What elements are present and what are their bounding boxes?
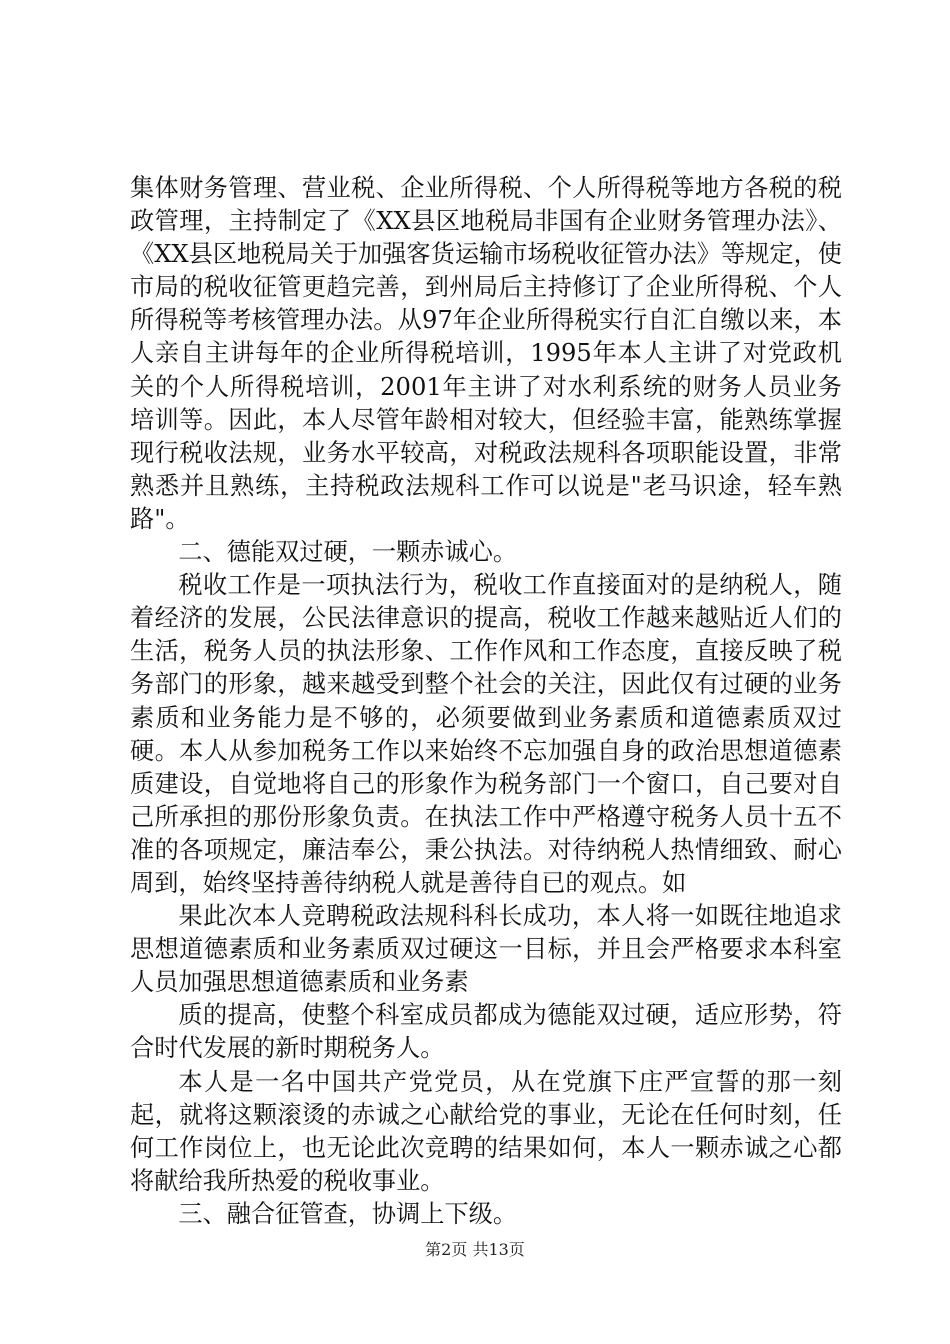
- paragraph-6: 本人是一名中国共产党党员，从在党旗下庄严宣誓的那一刻起，就将这颗滚烫的赤诚之心献给党的事业，无论在任何时刻，任何工作岗位上，也无论此次竞聘的结果如何，本人一颗赤诚之心都将献给我所热爱的税收事业。: [130, 1067, 842, 1195]
- section-heading-3: 三、融合征管查，协调上下级。: [178, 1199, 518, 1228]
- document-body: [130, 172, 842, 1231]
- page-footer: 第2页 共13页: [425, 1240, 525, 1259]
- paragraph-3: 税收工作是一项执法行为，税收工作直接面对的是纳税人，随着经济的发展，公民法律意识的提高，税收工作越来越贴近人们的生活，税务人员的执法形象、工作作风和工作态度，直接反映了税务部门的形象，越来越受到整个社会的关注，因此仅有过硬的业务素质和业务能力是不够的，必须要做到业务素质和道德素质双过硬。本人从参加税务工作以来始终不忘加强自身的政治思想道德素质建设，自觉地将自己的形象作为税务部门一个窗口，自己要对自己所承担的那份形象负责。在执法工作中严格遵守税务人员十五不准的各项规定，廉洁奉公，秉公执法。对待纳税人热情细致、耐心周到，始终坚持善待纳税人就是善待自已的观点。如: [130, 571, 842, 897]
- section-heading-2: 二、德能双过硬，一颗赤诚心。: [178, 538, 518, 567]
- paragraph-1: 集体财务管理、营业税、企业所得税、个人所得税等地方各税的税政管理，主持制定了《XX县区地税局非国有企业财务管理办法》、《XX县区地税局关于加强客货运输市场税收征管办法》等规定，使市局的税收征管更趋完善，到州局后主持修订了企业所得税、个人所得税等考核管理办法。从97年企业所得税实行自汇自缴以来，本人亲自主讲每年的企业所得税培训，1995年本人主讲了对党政机关的个人所得税培训，2001年主讲了对水利系统的财务人员业务培训等。因此，本人尽管年龄相对较大，但经验丰富，能熟练掌握现行税收法规，业务水平较高，对税政法规科各项职能设置，非常熟悉并且熟练，主持税政法规科工作可以说是"老马识途，轻车熟路"。: [130, 174, 842, 533]
- paragraph-4: 果此次本人竞聘税政法规科科长成功，本人将一如既往地追求思想道德素质和业务素质双过硬这一目标，并且会严格要求本科室人员加强思想道德素质和业务素: [130, 902, 842, 997]
- paragraph-5: 质的提高，使整个科室成员都成为德能双过硬，适应形势，符合时代发展的新时期税务人。: [130, 1001, 842, 1063]
